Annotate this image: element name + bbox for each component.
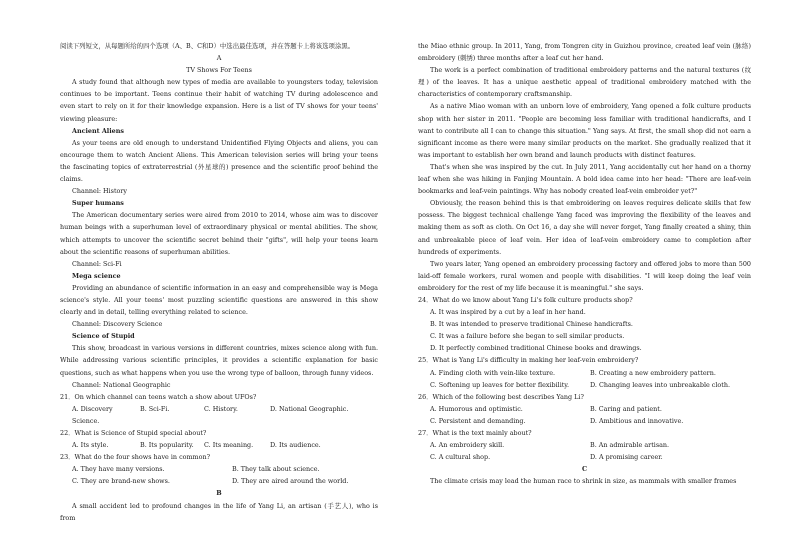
option-a: A. Discovery Science. (72, 404, 113, 425)
question-23: 23．What do the four shows have in common? (60, 453, 210, 462)
passage-c-start: The climate crisis may lead the human race to shrink in size, as mammals with smaller frames (430, 477, 737, 486)
question-22: 22．What is Science of Stupid special about? (60, 429, 207, 437)
option-a: A. Humorous and optimistic. (430, 404, 523, 413)
option-a: A. It was inspired by a cut by a leaf in her hand. (430, 308, 586, 317)
option-b: B. They talk about science. (232, 465, 320, 474)
option-c: C. It was a failure before she began to sell similar products. (430, 332, 625, 341)
show-description: This show, broadcast in various versions in different countries, mixes science along with fun. While addressing various scientific principles, it provides a scientific explanation for basic questions, such as what happens when you use the wrong type of balloon, through funny videos. (60, 344, 378, 377)
option-c: C. Its meaning. (204, 441, 254, 450)
option-a: A. They have many versions. (72, 465, 165, 474)
question-25-options-row1 (430, 367, 751, 379)
passage-b-paragraph: As a native Miao woman with an unborn love of embroidery, Yang opened a folk culture products shop with her sister in 2011. "People are becoming less familiar with traditional handicrafts, and I want to contribute all I can to change this situation." Yang says. At first, the small shop did not earn a significant income as there were many similar products on the market. She gradually realized that it was important to establish her own brand and launch products with distinct features. (418, 102, 751, 159)
option-d: D. Ambitious and innovative. (590, 416, 684, 425)
passage-b-paragraph: That's when she was inspired by the cut. In July 2011, Yang accidentally cut her hand on a thorny leaf when she was hiking in Fanjing Mountain. A bold idea came into her head: "There are leaf-vein bookmarks and leaf-vein paintings. Why has nobody created leaf-vein embroider yet?" (418, 162, 751, 196)
passage-b-paragraph: The work is a perfect combination of traditional embroidery patterns and the natural textures (纹理) of the leaves. It has a unique aesthetic appeal of traditional embroidery matched with the characteristics of contemporary craftsmanship. (418, 66, 751, 99)
option-a: A. Finding cloth with vein-like texture. (430, 368, 556, 377)
show-title: Ancient Aliens (72, 126, 124, 135)
passage-c-letter: C (581, 465, 588, 474)
option-b: B. An admirable artisan. (590, 441, 670, 450)
show-channel: Channel: Discovery Science (72, 320, 163, 329)
option-c: C. Softening up leaves for better flexibility. (430, 380, 570, 389)
passage-b-paragraph: Two years later, Yang opened an embroidery processing factory and offered jobs to more than 500 laid-off female workers, rural women and people with disabilities. "I will keep doing the leaf vein embroidery for the rest of my life because it is meaningful." she says. (418, 259, 751, 292)
passage-b-letter: B (216, 489, 222, 498)
option-b: B. It was intended to preserve traditional Chinese handicrafts. (430, 320, 633, 329)
question-27-options-row2 (430, 451, 751, 463)
show-title: Super humans (72, 199, 124, 208)
question-27: 27．What is the text mainly about? (418, 429, 532, 437)
option-c: C. Persistent and demanding. (430, 416, 526, 425)
option-d: D. National Geographic. (270, 404, 349, 413)
show-description: Providing an abundance of scientific information in an easy and comprehensible way is Mega science's style. All your teens' most puzzling scientific questions are answered in this show clearly and in detail, telling everything related to science. (60, 283, 378, 317)
passage-a-letter: A (216, 54, 222, 63)
option-a: A. An embroidery skill. (430, 441, 505, 450)
passage-a-intro: A study found that although new types of media are available to youngsters today, television continues to be important. Teens continue their habit of watching TV during adolescence and even start to rely on it for their knowledge expansion. Here is a list of TV shows for your teens' viewing pleasure: (60, 78, 378, 123)
question-26: 26．Which of the following best describes Yang Li? (418, 392, 584, 401)
question-25-options-row2 (430, 379, 751, 391)
question-23-options-row2 (72, 475, 378, 487)
option-b: B. Caring and patient. (590, 404, 662, 413)
option-b: B. Sci-Fi. (140, 404, 170, 413)
option-b: B. Its popularity. (140, 441, 194, 450)
question-21-options (72, 403, 378, 427)
question-21: 21．On which channel can teens watch a show about UFOs? (60, 392, 257, 401)
passage-b-paragraph: Obviously, the reason behind this is that embroidering on leaves requires delicate skills that few possess. The biggest technical challenge Yang faced was improving the flexibility of the leaves and making them as soft as cloth. On Oct 16, a day she will never forget, Yang finally created a shiny, thin and unbreakable piece of leaf vein. Her idea of leaf-vein embroidery came to completion after hundreds of experiments. (418, 199, 751, 256)
question-22-options (72, 439, 378, 451)
instructions: 阅读下列短文，从每题所给的四个选项（A、B、C和D）中选出最佳选项，并在答题卡上将该选项涂黑。 (60, 42, 355, 50)
passage-a-title: TV Shows For Teens (186, 66, 252, 75)
question-25: 25．What is Yang Li's difficulty in making her leaf-vein embroidery? (418, 356, 639, 365)
option-d: D. Its audience. (270, 441, 321, 450)
question-23-options-row1 (72, 463, 378, 475)
question-24: 24．What do we know about Yang Li's folk culture products shop? (418, 295, 633, 304)
option-d: D. It perfectly combined traditional Chinese books and drawings. (430, 344, 642, 353)
show-title: Mega science (72, 271, 121, 280)
show-description: As your teens are old enough to understand Unidentified Flying Objects and aliens, you can encourage them to watch Ancient Aliens. This American television series will bring your teens the fascinating topics of extraterrestrial (外星球的) presence and the scientific proof behind the claims. (60, 138, 378, 184)
option-d: D. Changing leaves into unbreakable cloth. (590, 380, 730, 389)
show-channel: Channel: Sci-Fi (72, 259, 122, 268)
show-channel: Channel: History (72, 187, 128, 196)
show-channel: Channel: National Geographic (72, 380, 171, 389)
right-column (418, 40, 751, 487)
question-26-options-row2 (430, 415, 751, 427)
option-c: C. History. (204, 404, 238, 413)
option-d: D. They are aired around the world. (232, 477, 349, 486)
show-description: The American documentary series were aired from 2010 to 2014, whose aim was to discover human beings with a superhuman level of extraordinary physical or mental abilities. The show, which attempts to uncover the scientific secret behind their "gifts", will help your teens learn about the scientific reasons of superhuman abilities. (60, 211, 378, 256)
passage-b-start: A small accident led to profound changes in the life of Yang Li, an artisan (手艺人), who is from (60, 501, 378, 522)
option-a: A. Its style. (72, 441, 109, 450)
passage-b-continuation: the Miao ethnic group. In 2011, Yang, from Tongren city in Guizhou province, created leaf vein (脉络) embroidery (刺绣) three months after a leaf cut her hand. (418, 42, 751, 63)
question-26-options-row1 (430, 403, 751, 415)
option-d: D. A promising career. (590, 453, 663, 462)
option-b: B. Creating a new embroidery pattern. (590, 368, 716, 377)
option-c: C. They are brand-new shows. (72, 477, 170, 486)
left-column (60, 40, 378, 524)
question-27-options-row1 (430, 439, 751, 451)
show-title: Science of Stupid (72, 332, 135, 341)
option-c: C. A cultural shop. (430, 453, 491, 462)
